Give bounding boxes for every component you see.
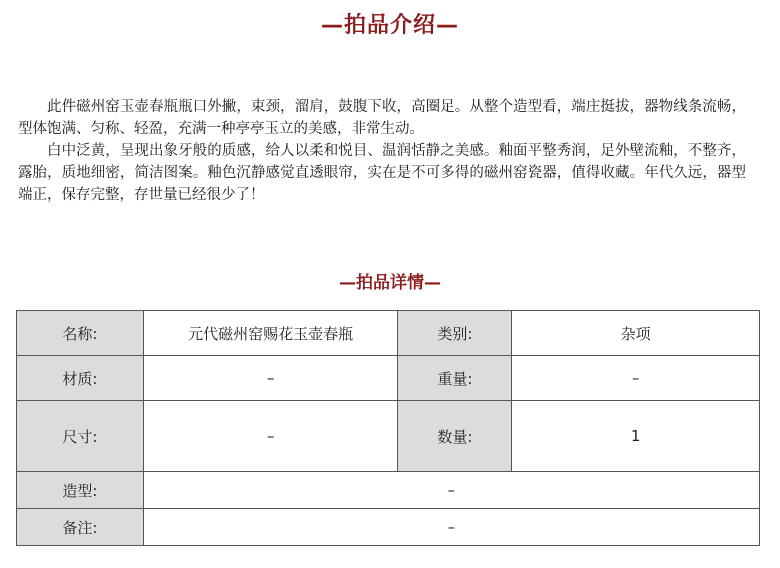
size-value: – — [143, 401, 398, 472]
note-value: – — [143, 509, 759, 546]
weight-label: 重量: — [398, 356, 512, 401]
table-row — [17, 472, 760, 509]
size-label: 尺寸: — [17, 401, 144, 472]
name-value: 元代磁州窑赐花玉壶春瓶 — [143, 311, 398, 356]
intro-paragraph-1: 此件磁州窑玉壶春瓶瓶口外撇，束颈，溜肩，鼓腹下收，高圈足。从整个造型看，端庄挺拔，器物线条流畅，型体饱满、匀称、轻盈，充满一种亭亭玉立的美感，非常生动。 — [18, 99, 746, 137]
name-label: 名称: — [17, 311, 144, 356]
material-label: 材质: — [17, 356, 144, 401]
table-row — [17, 311, 760, 356]
table-row — [17, 356, 760, 401]
category-label: 类别: — [398, 311, 512, 356]
shape-value: – — [143, 472, 759, 509]
weight-value: – — [512, 356, 760, 401]
section-title-details: —拍品详情— — [339, 273, 441, 293]
shape-label: 造型: — [17, 472, 144, 509]
quantity-value: 1 — [512, 401, 760, 472]
note-label: 备注: — [17, 509, 144, 546]
quantity-label: 数量: — [398, 401, 512, 472]
details-table — [16, 310, 760, 546]
category-value: 杂项 — [512, 311, 760, 356]
intro-text — [18, 96, 746, 206]
section-title-intro: —拍品介绍— — [320, 13, 459, 38]
material-value: – — [143, 356, 398, 401]
table-row — [17, 401, 760, 472]
intro-paragraph-2: 白中泛黄，呈现出象牙般的质感，给人以柔和悦目、温润恬静之美感。釉面平整秀润，足外壁流釉，不整齐，露胎，质地细密，简洁图案。釉色沉静感觉直透眼帘，实在是不可多得的磁州窑瓷器，值得收藏。年代久远，器型端正，保存完整，存世量已经很少了！ — [18, 143, 746, 203]
table-row — [17, 509, 760, 546]
